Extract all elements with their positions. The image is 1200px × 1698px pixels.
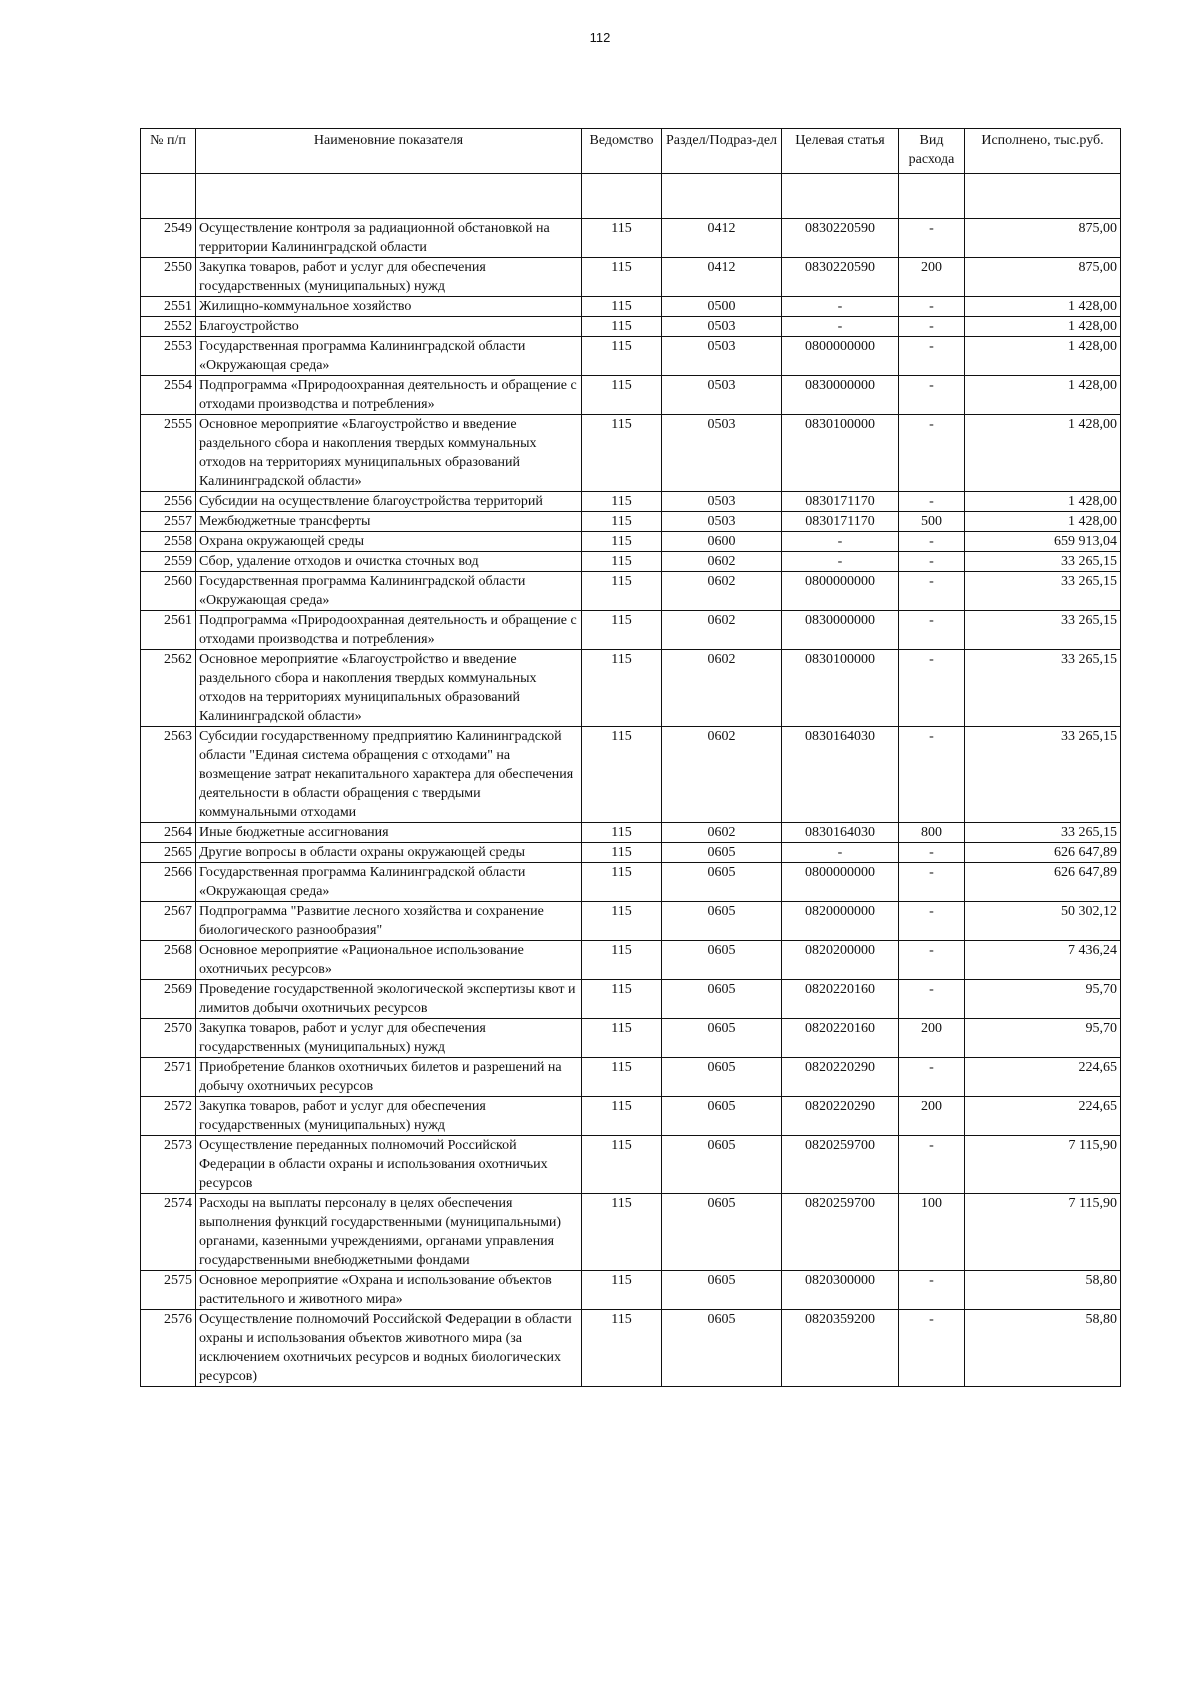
indicator-name: Основное мероприятие «Охрана и использование объектов растительного и животного мира» [196, 1271, 582, 1310]
expense-kind: - [899, 532, 965, 552]
expense-kind: - [899, 572, 965, 611]
expense-kind: 200 [899, 258, 965, 297]
target-article: 0830100000 [782, 650, 899, 727]
department-code: 115 [582, 1058, 662, 1097]
expense-kind: - [899, 941, 965, 980]
expense-kind: - [899, 1310, 965, 1387]
indicator-name: Расходы на выплаты персоналу в целях обеспечения выполнения функций государственными (муниципальными) органами, казенными учреждениями, органами управления государственными внебюджетными фондами [196, 1194, 582, 1271]
target-article: - [782, 317, 899, 337]
department-code: 115 [582, 1194, 662, 1271]
department-code: 115 [582, 1097, 662, 1136]
table-row [141, 1136, 1121, 1194]
indicator-name: Межбюджетные трансферты [196, 512, 582, 532]
section-code: 0412 [662, 219, 782, 258]
target-article: - [782, 532, 899, 552]
section-code: 0500 [662, 297, 782, 317]
department-code: 115 [582, 512, 662, 532]
section-code: 0503 [662, 337, 782, 376]
table-row [141, 1271, 1121, 1310]
row-number: 2575 [141, 1271, 196, 1310]
table-header-row [141, 129, 1121, 174]
target-article: 0820259700 [782, 1194, 899, 1271]
indicator-name: Государственная программа Калининградской области «Окружающая среда» [196, 337, 582, 376]
executed-amount: 95,70 [965, 980, 1121, 1019]
department-code: 115 [582, 727, 662, 823]
indicator-name: Подпрограмма «Природоохранная деятельность и обращение с отходами производства и потребления» [196, 611, 582, 650]
indicator-name: Подпрограмма "Развитие лесного хозяйства и сохранение биологического разнообразия" [196, 902, 582, 941]
target-article: 0820220160 [782, 980, 899, 1019]
indicator-name: Осуществление контроля за радиационной обстановкой на территории Калининградской области [196, 219, 582, 258]
executed-amount: 33 265,15 [965, 552, 1121, 572]
table-row [141, 1058, 1121, 1097]
spacer-cell [965, 174, 1121, 219]
table-row [141, 1310, 1121, 1387]
department-code: 115 [582, 317, 662, 337]
table-row [141, 823, 1121, 843]
section-code: 0503 [662, 317, 782, 337]
target-article: 0830164030 [782, 823, 899, 843]
department-code: 115 [582, 492, 662, 512]
table-row [141, 1097, 1121, 1136]
expense-kind: - [899, 863, 965, 902]
executed-amount: 95,70 [965, 1019, 1121, 1058]
section-code: 0602 [662, 552, 782, 572]
section-code: 0503 [662, 512, 782, 532]
executed-amount: 1 428,00 [965, 512, 1121, 532]
target-article: - [782, 297, 899, 317]
executed-amount: 626 647,89 [965, 843, 1121, 863]
row-number: 2574 [141, 1194, 196, 1271]
row-number: 2549 [141, 219, 196, 258]
department-code: 115 [582, 552, 662, 572]
executed-amount: 33 265,15 [965, 572, 1121, 611]
target-article: - [782, 552, 899, 572]
row-number: 2559 [141, 552, 196, 572]
table-row [141, 650, 1121, 727]
department-code: 115 [582, 823, 662, 843]
indicator-name: Жилищно-коммунальное хозяйство [196, 297, 582, 317]
department-code: 115 [582, 941, 662, 980]
table-row [141, 337, 1121, 376]
section-code: 0605 [662, 1310, 782, 1387]
header-spacer-row [141, 174, 1121, 219]
header-no: № п/п [141, 129, 196, 174]
executed-amount: 875,00 [965, 219, 1121, 258]
executed-amount: 1 428,00 [965, 492, 1121, 512]
expense-kind: - [899, 337, 965, 376]
row-number: 2556 [141, 492, 196, 512]
section-code: 0600 [662, 532, 782, 552]
row-number: 2565 [141, 843, 196, 863]
row-number: 2570 [141, 1019, 196, 1058]
row-number: 2557 [141, 512, 196, 532]
row-number: 2567 [141, 902, 196, 941]
indicator-name: Проведение государственной экологической экспертизы квот и лимитов добычи охотничьих ресурсов [196, 980, 582, 1019]
header-expense-kind: Вид расхода [899, 129, 965, 174]
indicator-name: Закупка товаров, работ и услуг для обеспечения государственных (муниципальных) нужд [196, 1097, 582, 1136]
target-article: 0820259700 [782, 1136, 899, 1194]
target-article: 0820220160 [782, 1019, 899, 1058]
table-row [141, 532, 1121, 552]
section-code: 0605 [662, 1097, 782, 1136]
department-code: 115 [582, 572, 662, 611]
row-number: 2551 [141, 297, 196, 317]
section-code: 0605 [662, 902, 782, 941]
section-code: 0605 [662, 980, 782, 1019]
table-row [141, 572, 1121, 611]
expense-kind: - [899, 552, 965, 572]
department-code: 115 [582, 1136, 662, 1194]
section-code: 0602 [662, 611, 782, 650]
table-row [141, 980, 1121, 1019]
target-article: 0820359200 [782, 1310, 899, 1387]
row-number: 2564 [141, 823, 196, 843]
table-row [141, 902, 1121, 941]
expense-kind: - [899, 317, 965, 337]
indicator-name: Сбор, удаление отходов и очистка сточных вод [196, 552, 582, 572]
executed-amount: 58,80 [965, 1310, 1121, 1387]
spacer-cell [582, 174, 662, 219]
executed-amount: 58,80 [965, 1271, 1121, 1310]
target-article: 0830220590 [782, 258, 899, 297]
table-row [141, 512, 1121, 532]
expense-kind: - [899, 902, 965, 941]
row-number: 2569 [141, 980, 196, 1019]
department-code: 115 [582, 980, 662, 1019]
indicator-name: Субсидии на осуществление благоустройства территорий [196, 492, 582, 512]
section-code: 0602 [662, 823, 782, 843]
header-name: Наименовние показателя [196, 129, 582, 174]
target-article: 0830171170 [782, 492, 899, 512]
department-code: 115 [582, 337, 662, 376]
executed-amount: 7 115,90 [965, 1136, 1121, 1194]
target-article: 0830220590 [782, 219, 899, 258]
section-code: 0605 [662, 1058, 782, 1097]
section-code: 0602 [662, 727, 782, 823]
target-article: 0830100000 [782, 415, 899, 492]
row-number: 2558 [141, 532, 196, 552]
row-number: 2550 [141, 258, 196, 297]
target-article: 0820220290 [782, 1058, 899, 1097]
executed-amount: 626 647,89 [965, 863, 1121, 902]
department-code: 115 [582, 863, 662, 902]
table-row [141, 941, 1121, 980]
section-code: 0605 [662, 1136, 782, 1194]
row-number: 2568 [141, 941, 196, 980]
executed-amount: 1 428,00 [965, 415, 1121, 492]
row-number: 2553 [141, 337, 196, 376]
department-code: 115 [582, 1310, 662, 1387]
header-amount: Исполнено, тыс.руб. [965, 129, 1121, 174]
section-code: 0503 [662, 376, 782, 415]
expense-kind: - [899, 727, 965, 823]
budget-table [140, 128, 1121, 1387]
indicator-name: Иные бюджетные ассигнования [196, 823, 582, 843]
page-number: 112 [589, 30, 611, 45]
header-department: Ведомство [582, 129, 662, 174]
executed-amount: 1 428,00 [965, 376, 1121, 415]
table-row [141, 258, 1121, 297]
indicator-name: Основное мероприятие «Благоустройство и введение раздельного сбора и накопления твердых коммунальных отходов на территориях муниципальных образований Калининградской области» [196, 650, 582, 727]
table-row [141, 317, 1121, 337]
row-number: 2573 [141, 1136, 196, 1194]
executed-amount: 33 265,15 [965, 650, 1121, 727]
expense-kind: 100 [899, 1194, 965, 1271]
target-article: 0800000000 [782, 572, 899, 611]
row-number: 2552 [141, 317, 196, 337]
section-code: 0503 [662, 415, 782, 492]
expense-kind: - [899, 376, 965, 415]
target-article: - [782, 843, 899, 863]
row-number: 2561 [141, 611, 196, 650]
header-section: Раздел/Подраз-дел [662, 129, 782, 174]
section-code: 0605 [662, 863, 782, 902]
expense-kind: - [899, 611, 965, 650]
target-article: 0820000000 [782, 902, 899, 941]
department-code: 115 [582, 219, 662, 258]
target-article: 0830000000 [782, 611, 899, 650]
indicator-name: Приобретение бланков охотничьих билетов и разрешений на добычу охотничьих ресурсов [196, 1058, 582, 1097]
section-code: 0503 [662, 492, 782, 512]
section-code: 0605 [662, 1194, 782, 1271]
target-article: 0830171170 [782, 512, 899, 532]
department-code: 115 [582, 650, 662, 727]
row-number: 2560 [141, 572, 196, 611]
indicator-name: Основное мероприятие «Благоустройство и введение раздельного сбора и накопления твердых коммунальных отходов на территориях муниципальных образований Калининградской области» [196, 415, 582, 492]
department-code: 115 [582, 1271, 662, 1310]
spacer-cell [196, 174, 582, 219]
expense-kind: 800 [899, 823, 965, 843]
indicator-name: Осуществление переданных полномочий Российской Федерации в области охраны и использования охотничьих ресурсов [196, 1136, 582, 1194]
indicator-name: Закупка товаров, работ и услуг для обеспечения государственных (муниципальных) нужд [196, 1019, 582, 1058]
indicator-name: Подпрограмма «Природоохранная деятельность и обращение с отходами производства и потребления» [196, 376, 582, 415]
table-row [141, 863, 1121, 902]
table-row [141, 1019, 1121, 1058]
section-code: 0602 [662, 650, 782, 727]
section-code: 0605 [662, 1271, 782, 1310]
indicator-name: Закупка товаров, работ и услуг для обеспечения государственных (муниципальных) нужд [196, 258, 582, 297]
indicator-name: Основное мероприятие «Рациональное использование охотничьих ресурсов» [196, 941, 582, 980]
header-target-article: Целевая статья [782, 129, 899, 174]
department-code: 115 [582, 297, 662, 317]
executed-amount: 33 265,15 [965, 823, 1121, 843]
executed-amount: 1 428,00 [965, 317, 1121, 337]
row-number: 2571 [141, 1058, 196, 1097]
indicator-name: Государственная программа Калининградской области «Окружающая среда» [196, 572, 582, 611]
table-row [141, 843, 1121, 863]
table-row [141, 219, 1121, 258]
department-code: 115 [582, 258, 662, 297]
target-article: 0820200000 [782, 941, 899, 980]
table-row [141, 552, 1121, 572]
table-body [141, 219, 1121, 1387]
indicator-name: Благоустройство [196, 317, 582, 337]
executed-amount: 659 913,04 [965, 532, 1121, 552]
executed-amount: 33 265,15 [965, 727, 1121, 823]
expense-kind: - [899, 980, 965, 1019]
expense-kind: - [899, 1271, 965, 1310]
target-article: 0830164030 [782, 727, 899, 823]
table-row [141, 376, 1121, 415]
target-article: 0820220290 [782, 1097, 899, 1136]
row-number: 2555 [141, 415, 196, 492]
department-code: 115 [582, 843, 662, 863]
row-number: 2554 [141, 376, 196, 415]
department-code: 115 [582, 902, 662, 941]
executed-amount: 1 428,00 [965, 337, 1121, 376]
spacer-cell [141, 174, 196, 219]
indicator-name: Государственная программа Калининградской области «Окружающая среда» [196, 863, 582, 902]
expense-kind: - [899, 297, 965, 317]
row-number: 2572 [141, 1097, 196, 1136]
target-article: 0800000000 [782, 863, 899, 902]
row-number: 2576 [141, 1310, 196, 1387]
expense-kind: 200 [899, 1097, 965, 1136]
executed-amount: 33 265,15 [965, 611, 1121, 650]
table-row [141, 297, 1121, 317]
expense-kind: - [899, 650, 965, 727]
expense-kind: - [899, 219, 965, 258]
target-article: 0820300000 [782, 1271, 899, 1310]
indicator-name: Осуществление полномочий Российской Федерации в области охраны и использования объектов животного мира (за исключением охотничьих ресурсов и водных биологических ресурсов) [196, 1310, 582, 1387]
executed-amount: 224,65 [965, 1097, 1121, 1136]
department-code: 115 [582, 1019, 662, 1058]
expense-kind: - [899, 843, 965, 863]
section-code: 0605 [662, 941, 782, 980]
executed-amount: 7 436,24 [965, 941, 1121, 980]
executed-amount: 50 302,12 [965, 902, 1121, 941]
executed-amount: 224,65 [965, 1058, 1121, 1097]
row-number: 2566 [141, 863, 196, 902]
expense-kind: 200 [899, 1019, 965, 1058]
spacer-cell [899, 174, 965, 219]
executed-amount: 1 428,00 [965, 297, 1121, 317]
expense-kind: - [899, 415, 965, 492]
section-code: 0412 [662, 258, 782, 297]
indicator-name: Субсидии государственному предприятию Калининградской области "Единая система обращения с отходами" на возмещение затрат некапитального характера для обеспечения деятельности в области обращения с твердыми коммунальными отходами [196, 727, 582, 823]
department-code: 115 [582, 532, 662, 552]
table-row [141, 415, 1121, 492]
executed-amount: 875,00 [965, 258, 1121, 297]
department-code: 115 [582, 376, 662, 415]
row-number: 2563 [141, 727, 196, 823]
expense-kind: - [899, 1058, 965, 1097]
table-row [141, 611, 1121, 650]
department-code: 115 [582, 415, 662, 492]
expense-kind: 500 [899, 512, 965, 532]
executed-amount: 7 115,90 [965, 1194, 1121, 1271]
table-row [141, 727, 1121, 823]
target-article: 0830000000 [782, 376, 899, 415]
section-code: 0602 [662, 572, 782, 611]
department-code: 115 [582, 611, 662, 650]
section-code: 0605 [662, 1019, 782, 1058]
expense-kind: - [899, 492, 965, 512]
section-code: 0605 [662, 843, 782, 863]
table-row [141, 1194, 1121, 1271]
spacer-cell [782, 174, 899, 219]
spacer-cell [662, 174, 782, 219]
expense-kind: - [899, 1136, 965, 1194]
table-row [141, 492, 1121, 512]
indicator-name: Другие вопросы в области охраны окружающей среды [196, 843, 582, 863]
indicator-name: Охрана окружающей среды [196, 532, 582, 552]
target-article: 0800000000 [782, 337, 899, 376]
row-number: 2562 [141, 650, 196, 727]
